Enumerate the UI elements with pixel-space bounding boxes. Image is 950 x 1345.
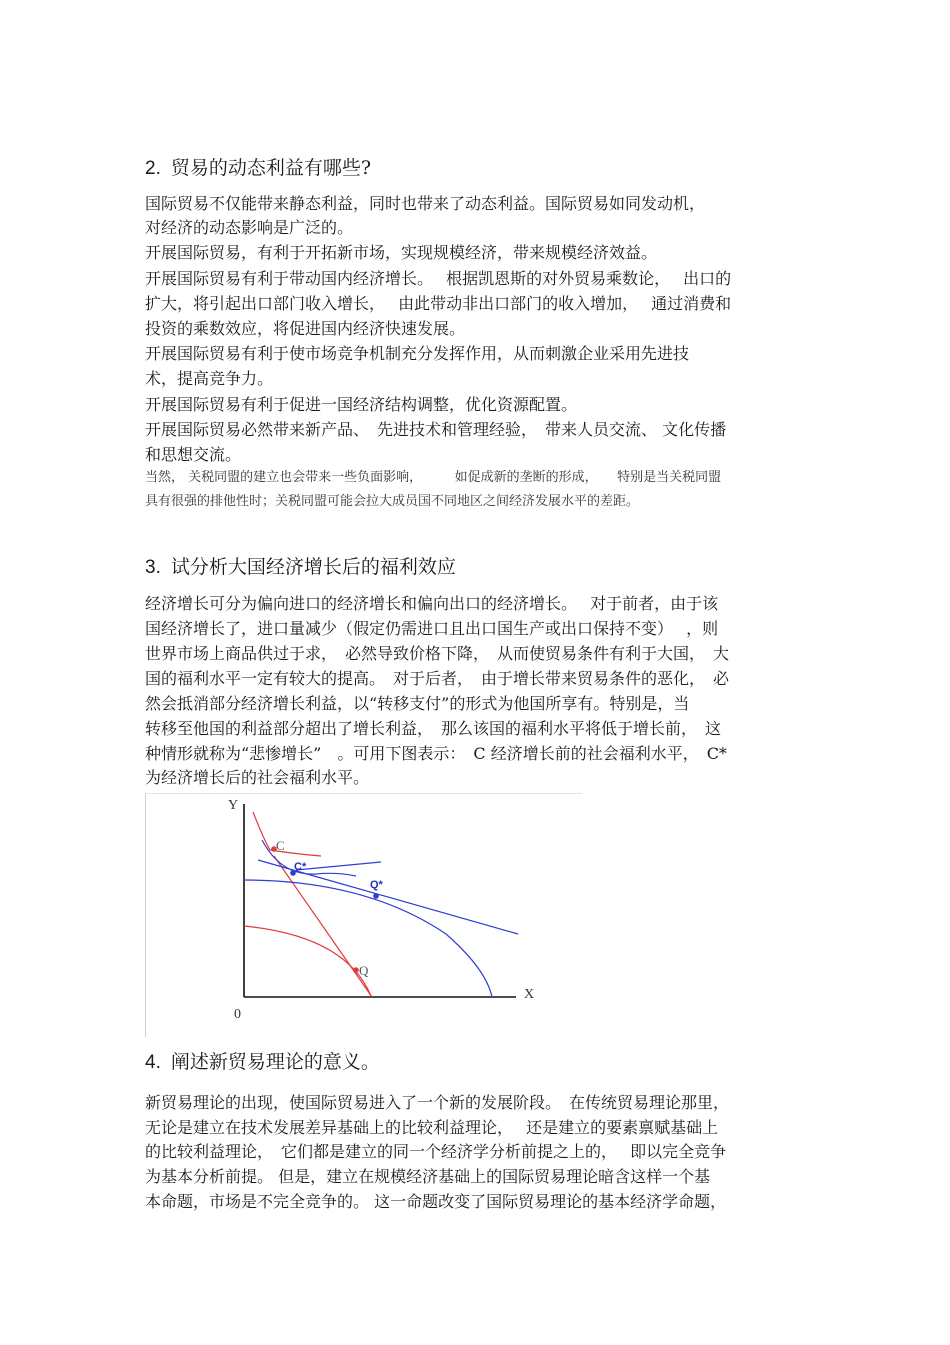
section-3-line: 然会抵消部分经济增长利益，以“转移支付”的形式为他国所享有。特别是，当 xyxy=(145,694,690,713)
section-2-heading xyxy=(145,156,371,181)
section-2-line: 术，提高竞争力。 xyxy=(145,369,274,388)
origin-label: 0 xyxy=(234,1007,241,1022)
section-4-line: 新贸易理论的出现，使国际贸易进入了一个新的发展阶段。 在传统贸易理论那里， xyxy=(145,1093,730,1112)
section-2-line: 开展国际贸易有利于促进一国经济结构调整，优化资源配置。 xyxy=(145,395,578,414)
section-2-line: 和思想交流。 xyxy=(145,445,242,464)
section-3-line: 国的福利水平一定有较大的提高。 对于后者， 由于增长带来贸易条件的恶化， 必 xyxy=(145,669,730,688)
ppf-after-curve xyxy=(244,880,492,997)
point-q xyxy=(353,967,359,973)
section-3-heading xyxy=(145,555,456,580)
section-2-line: 投资的乘数效应，将促进国内经济快速发展。 xyxy=(145,319,466,338)
section-4-line: 为基本分析前提。 但是，建立在规模经济基础上的国际贸易理论暗含这样一个基 xyxy=(145,1167,711,1186)
ppf-before-curve xyxy=(244,926,371,996)
section-2-note-line: 当然， 关税同盟的建立也会带来一些负面影响， 如促成新的垄断的形成， 特别是当关税同盟 xyxy=(145,470,722,485)
section-2-title: 贸易的动态利益有哪些? xyxy=(170,157,372,179)
point-c-star-label: C* xyxy=(294,861,307,873)
figure-canvas xyxy=(146,794,582,1037)
section-2-line: 开展国际贸易有利于使市场竞争机制充分发挥作用，从而刺激企业采用先进技 xyxy=(145,344,690,363)
section-3-line: 种情形就称为“悲惨增长” 。可用下图表示： C 经济增长前的社会福利水平， C* xyxy=(145,744,727,763)
terms-of-trade-segment xyxy=(296,862,381,870)
section-3-line: 转移至他国的利益部分超出了增长利益， 那么该国的福利水平将低于增长前， 这 xyxy=(145,719,722,738)
section-4-line: 的比较利益理论， 它们都是建立的同一个经济学分析前提之上的， 即以完全竞争 xyxy=(145,1142,727,1161)
indifference-curve-c xyxy=(253,812,321,856)
point-q-star-label: Q* xyxy=(370,879,383,891)
section-4-line: 本命题，市场是不完全竞争的。 这一命题改变了国际贸易理论的基本经济学命题， xyxy=(145,1192,727,1211)
y-axis-label: Y xyxy=(228,798,239,813)
section-3-title: 试分析大国经济增长后的福利效应 xyxy=(170,556,456,578)
section-3-line: 世界市场上商品供过于求， 必然导致价格下降， 从而使贸易条件有利于大国， 大 xyxy=(145,644,730,663)
section-4-title: 阐述新贸易理论的意义。 xyxy=(170,1051,380,1073)
section-4-number: 4. xyxy=(145,1052,161,1073)
section-2-line: 开展国际贸易有利于带动国内经济增长。 根据凯恩斯的对外贸易乘数论， 出口的 xyxy=(145,269,732,288)
section-3-number: 3. xyxy=(145,557,161,578)
section-2-note-line: 具有很强的排他性时；关税同盟可能会拉大成员国不同地区之间经济发展水平的差距。 xyxy=(145,494,640,509)
terms-of-trade-line-before xyxy=(274,856,372,997)
section-3-line: 经济增长可分为偏向进口的经济增长和偏向出口的经济增长。 对于前者，由于该 xyxy=(145,594,719,613)
point-q-star xyxy=(373,893,379,899)
section-2-number: 2. xyxy=(145,158,161,179)
section-2-line: 国际贸易不仅能带来静态利益，同时也带来了动态利益。国际贸易如同发动机， xyxy=(145,194,706,213)
section-2-line: 开展国际贸易必然带来新产品、 先进技术和管理经验， 带来人员交流、 文化传播 xyxy=(145,420,727,439)
section-3-line: 为经济增长后的社会福利水平。 xyxy=(145,768,370,787)
growth-welfare-figure xyxy=(145,793,582,1037)
point-q-label: Q xyxy=(359,963,369,978)
section-3-line: 国经济增长了，进口量减少（假定仍需进口且出口国生产或出口保持不变） ，则 xyxy=(145,619,719,638)
section-2-line: 开展国际贸易，有利于开拓新市场，实现规模经济，带来规模经济效益。 xyxy=(145,243,658,262)
section-2-line: 扩大，将引起出口部门收入增长， 由此带动非出口部门的收入增加， 通过消费和 xyxy=(145,294,732,313)
section-4-heading xyxy=(145,1050,380,1075)
section-2-line: 对经济的动态影响是广泛的。 xyxy=(145,218,354,237)
section-4-line: 无论是建立在技术发展差异基础上的比较利益理论， 还是建立的要素禀赋基础上 xyxy=(145,1118,719,1137)
point-c-label: C xyxy=(276,838,285,853)
x-axis-label: X xyxy=(524,987,535,1002)
